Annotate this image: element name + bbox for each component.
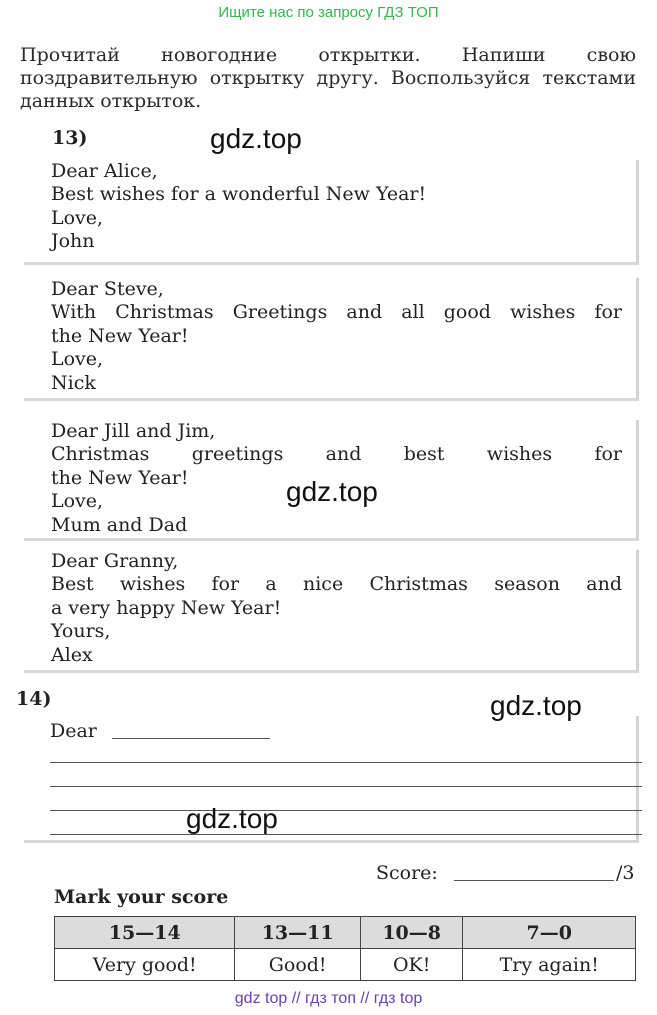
score-grade: Very good! [55, 949, 235, 981]
card-line: Mum and Dad [51, 513, 188, 536]
dear-label: Dear [50, 720, 97, 742]
score-range: 7—0 [463, 917, 636, 949]
score-grade: OK! [360, 949, 463, 981]
card-line: Best wishes for a nice Christmas season and [51, 573, 622, 596]
card-line: With Christmas Greetings and all good wishes for [51, 301, 622, 324]
card-line: Love, [51, 490, 104, 513]
footer-links[interactable]: gdz top // гдз топ // гдз top [234, 990, 423, 1007]
score-range: 15—14 [55, 917, 235, 949]
score-grade-row [55, 949, 636, 981]
writing-line-2[interactable] [50, 786, 642, 787]
exercise-13-number: 13) [52, 127, 88, 149]
card-line: the New Year! [51, 466, 189, 489]
card-line: Christmas greetings and best wishes for [51, 443, 622, 466]
score-table [54, 916, 636, 981]
score-range: 10—8 [360, 917, 463, 949]
mark-your-score-title: Mark your score [54, 886, 229, 908]
task-instruction: Прочитай новогодние открытки. Напиши свою поздравительную открытку другу. Воспользуйся текстами данных открыток. [20, 44, 636, 112]
score-line[interactable] [454, 880, 614, 881]
card-line: Best wishes for a wonderful New Year! [51, 183, 427, 206]
name-line[interactable] [112, 738, 270, 739]
score-range-row [55, 917, 636, 949]
score-grade: Good! [235, 949, 360, 981]
watermark: gdz.top [186, 803, 278, 834]
score-range: 13—11 [235, 917, 360, 949]
writing-card [24, 716, 639, 843]
watermark: gdz.top [286, 476, 378, 507]
card-line: Love, [51, 206, 104, 229]
card-line: Nick [51, 371, 96, 394]
greeting-card-1 [24, 160, 639, 265]
card-line: Alex [51, 643, 93, 666]
promo-banner[interactable]: Ищите нас по запросу ГДЗ ТОП [218, 4, 439, 21]
card-line: Dear Steve, [51, 278, 164, 300]
card-line: the New Year! [51, 324, 189, 347]
writing-line-3[interactable] [50, 810, 642, 811]
card-line: Yours, [51, 620, 111, 643]
card-line: Dear Granny, [51, 550, 179, 572]
greeting-card-2 [24, 278, 639, 401]
greeting-card-4 [24, 550, 639, 673]
score-total: /3 [616, 862, 635, 884]
writing-line-1[interactable] [50, 762, 642, 763]
card-line: a very happy New Year! [51, 596, 282, 619]
score-label: Score: [376, 862, 438, 884]
exercise-14-number: 14) [16, 688, 52, 710]
card-line: Dear Alice, [51, 160, 158, 182]
score-grade: Try again! [463, 949, 636, 981]
card-line: John [51, 230, 95, 253]
watermark: gdz.top [210, 123, 302, 154]
card-line: Dear Jill and Jim, [51, 420, 216, 442]
writing-line-4[interactable] [50, 834, 642, 835]
card-line: Love, [51, 348, 104, 371]
watermark: gdz.top [490, 690, 582, 721]
